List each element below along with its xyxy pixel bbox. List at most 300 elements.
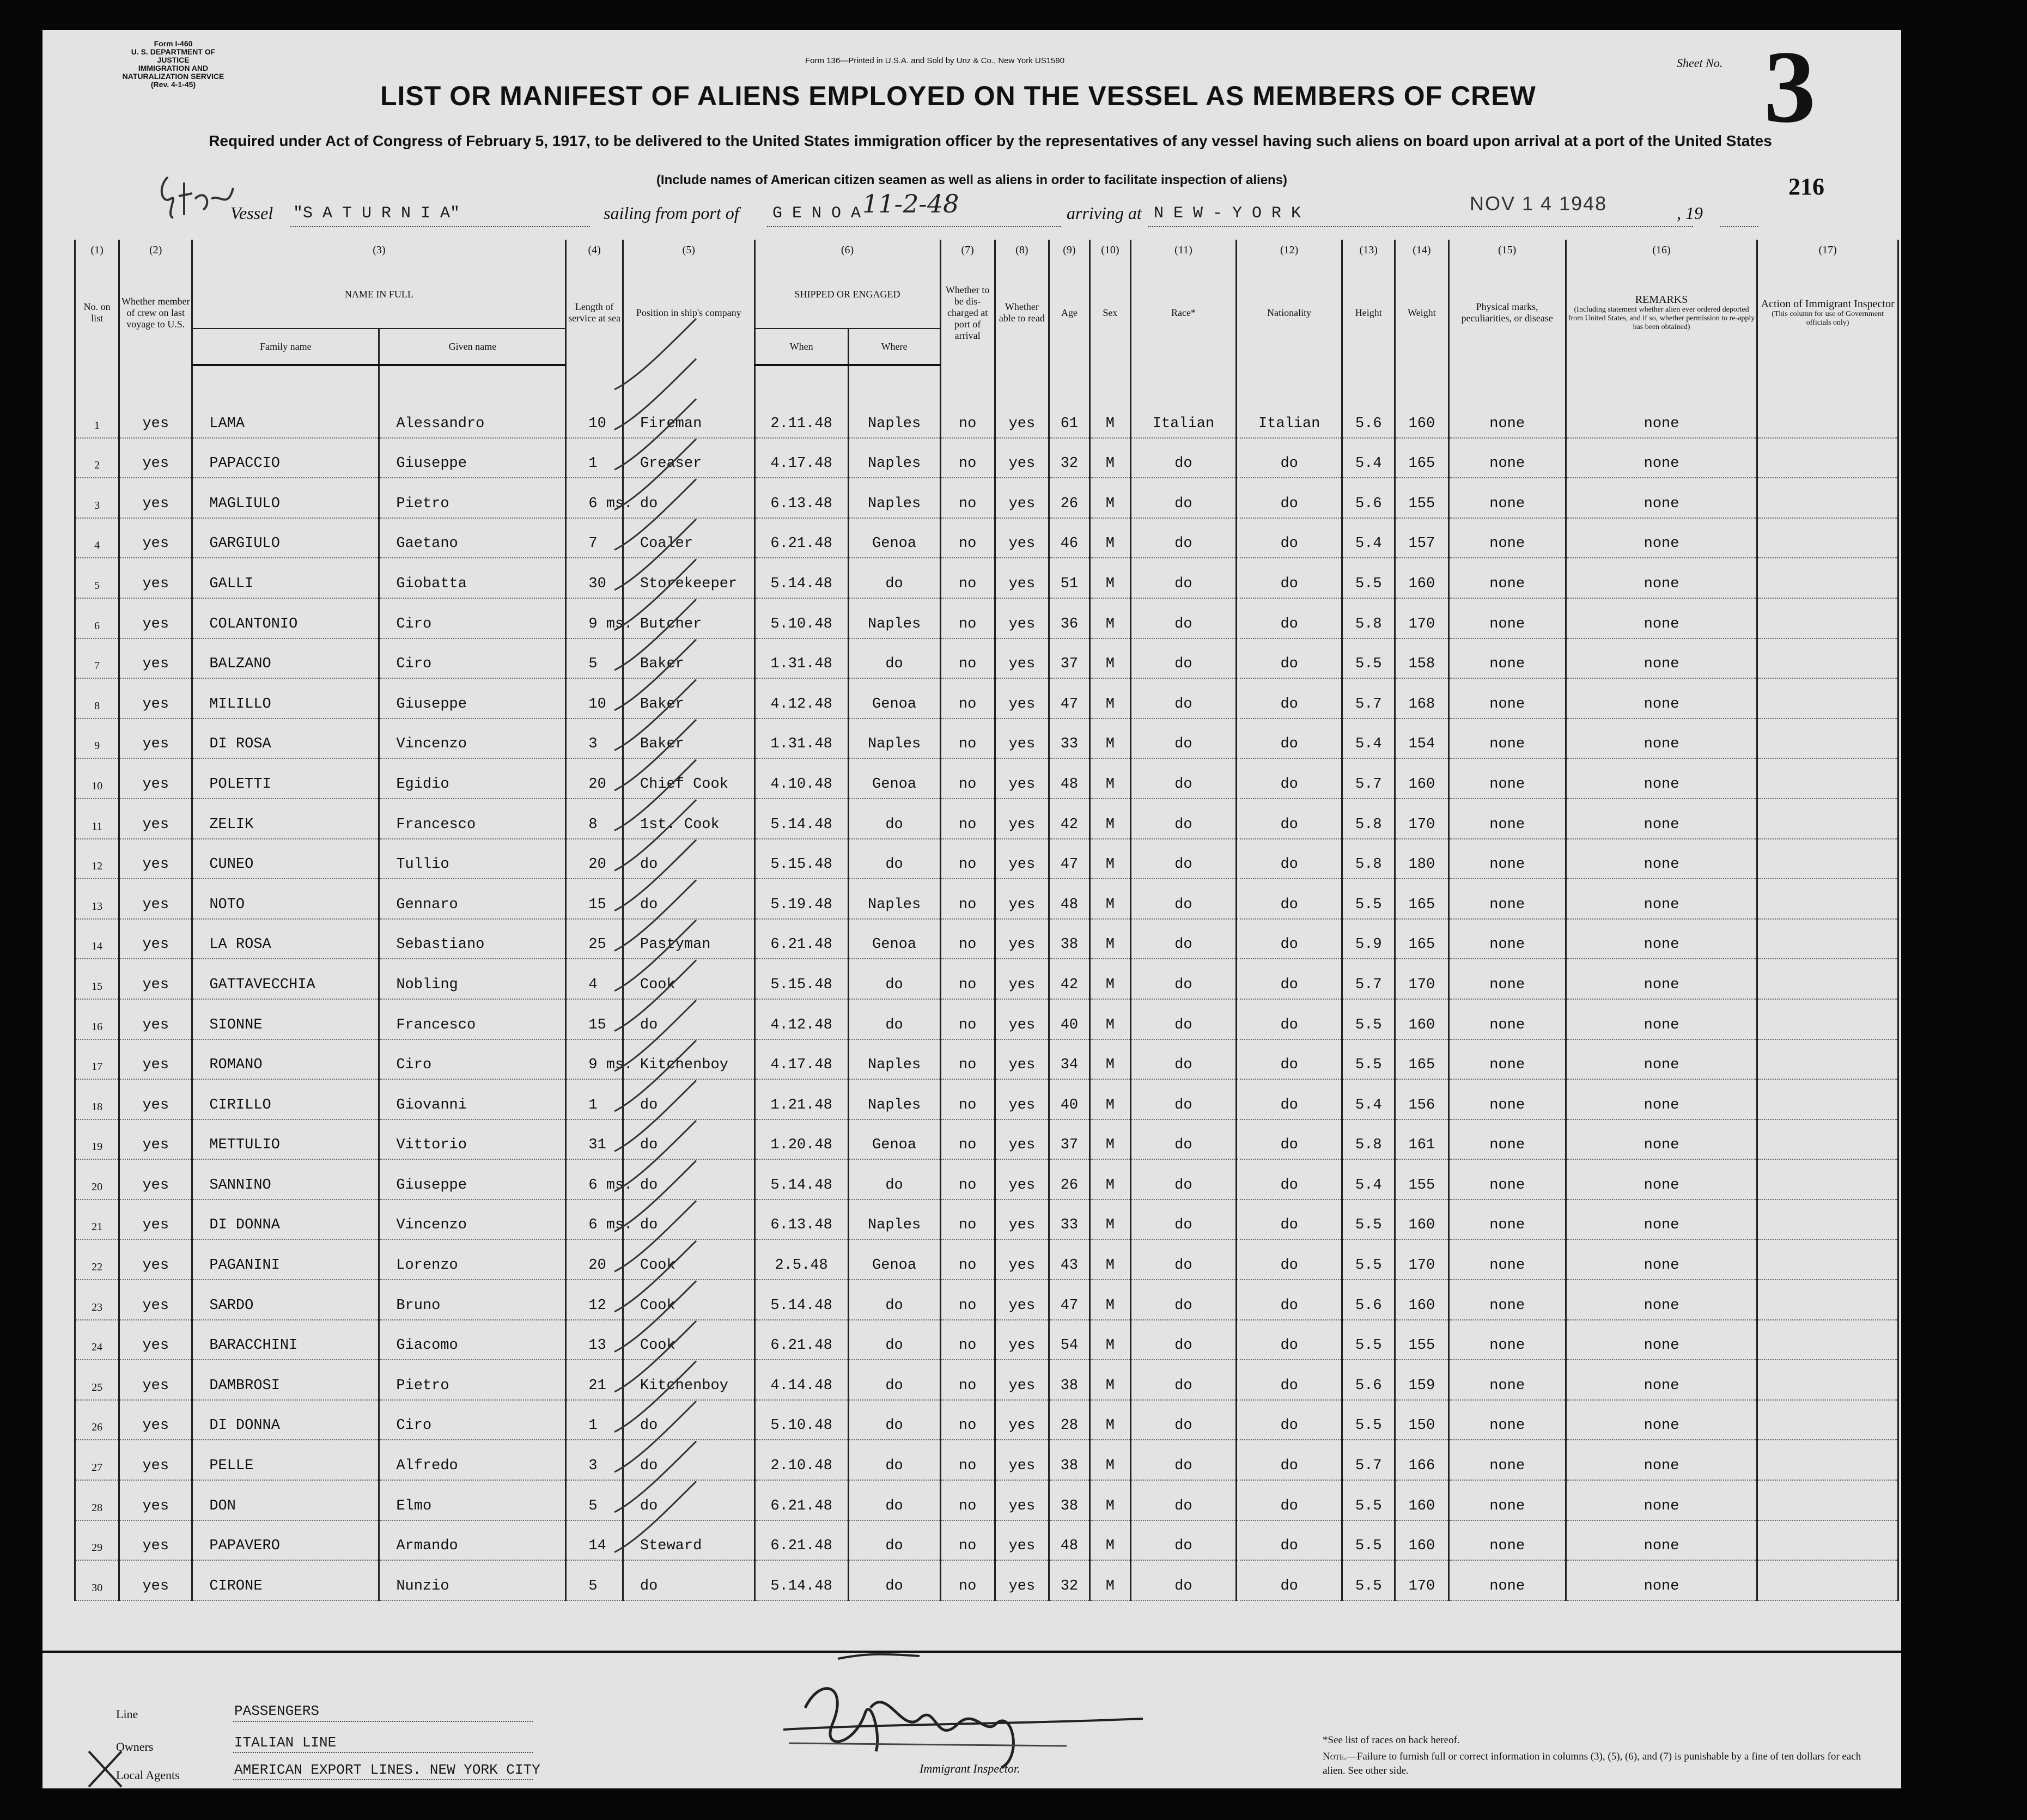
remarks-cell: none — [1566, 799, 1757, 839]
inspector-check-strokes — [604, 335, 723, 1642]
col-num-11: (11) — [1130, 240, 1236, 260]
crew-manifest-table — [74, 240, 1899, 1601]
weight-cell: 170 — [1395, 1560, 1448, 1600]
sex-cell: M — [1089, 1239, 1130, 1280]
action-cell — [1757, 758, 1898, 799]
height-cell: 5.5 — [1342, 1239, 1395, 1280]
row-number: 25 — [75, 1360, 119, 1400]
last-voyage-cell: yes — [119, 678, 192, 719]
when-cell: 6.21.48 — [754, 1320, 848, 1360]
physical-marks-cell: none — [1448, 1079, 1566, 1119]
family-name-cell: DI ROSA — [192, 719, 379, 759]
header-name-in-full: NAME IN FULL — [192, 260, 566, 328]
physical-marks-cell: none — [1448, 1159, 1566, 1200]
position-cell: do — [623, 478, 754, 518]
physical-marks-cell: none — [1448, 1560, 1566, 1600]
given-name-cell: Vincenzo — [379, 1200, 566, 1240]
note-text: —Failure to furnish full or correct information in columns (3), (5), (6), and (7) is punishable by a fine of ten dollars for each alien. See other side. — [1323, 1751, 1861, 1776]
length-service-cell: 5 — [566, 1560, 623, 1600]
table-row — [75, 758, 1898, 799]
age-cell: 36 — [1049, 598, 1089, 638]
height-cell: 5.8 — [1342, 799, 1395, 839]
header-where: Where — [848, 328, 940, 365]
able-read-cell: yes — [995, 598, 1049, 638]
when-cell: 4.14.48 — [754, 1360, 848, 1400]
table-row — [75, 1320, 1898, 1360]
owners-underline — [233, 1752, 533, 1753]
length-service-cell: 14 — [566, 1520, 623, 1561]
nationality-cell: do — [1237, 758, 1342, 799]
given-name-cell: Pietro — [379, 1360, 566, 1400]
note-label: Note. — [1323, 1751, 1347, 1762]
position-cell: 1st. Cook — [623, 799, 754, 839]
age-cell: 26 — [1049, 1159, 1089, 1200]
physical-marks-cell: none — [1448, 1239, 1566, 1280]
physical-marks-cell: none — [1448, 799, 1566, 839]
physical-marks-cell: none — [1448, 999, 1566, 1039]
sex-cell: M — [1089, 558, 1130, 598]
check-stroke — [614, 640, 696, 710]
weight-cell: 168 — [1395, 678, 1448, 719]
arriving-port: N E W - Y O R K — [1154, 204, 1301, 223]
nationality-cell: do — [1237, 1159, 1342, 1200]
when-cell: 5.14.48 — [754, 558, 848, 598]
weight-cell: 180 — [1395, 839, 1448, 879]
when-cell: 6.13.48 — [754, 1200, 848, 1240]
position-cell: do — [623, 1200, 754, 1240]
discharged-cell: no — [940, 1400, 995, 1440]
length-service-cell: 5 — [566, 1480, 623, 1520]
length-service-cell: 20 — [566, 839, 623, 879]
row-number: 23 — [75, 1280, 119, 1320]
table-row — [75, 1520, 1898, 1561]
when-cell: 5.19.48 — [754, 879, 848, 919]
given-name-cell: Lorenzo — [379, 1239, 566, 1280]
when-cell: 5.15.48 — [754, 959, 848, 999]
age-cell: 40 — [1049, 999, 1089, 1039]
printer-imprint: Form 136—Printed in U.S.A. and Sold by Unz & Co., New York US1590 — [805, 56, 1065, 65]
height-cell: 5.6 — [1342, 398, 1395, 438]
able-read-cell: yes — [995, 438, 1049, 478]
document-subtitle: Required under Act of Congress of February 5, 1917, to be delivered to the United States immigration officer by the representatives of any vessel having such aliens on board upon arrival at a port of the United States — [209, 132, 1772, 149]
able-read-cell: yes — [995, 799, 1049, 839]
where-cell: do — [848, 1360, 940, 1400]
physical-marks-cell: none — [1448, 879, 1566, 919]
last-voyage-cell: yes — [119, 518, 192, 558]
height-cell: 5.4 — [1342, 518, 1395, 558]
sex-cell: M — [1089, 1360, 1130, 1400]
length-service-cell: 15 — [566, 999, 623, 1039]
last-voyage-cell: yes — [119, 598, 192, 638]
check-stroke — [614, 720, 696, 790]
remarks-cell: none — [1566, 1039, 1757, 1080]
discharged-cell: no — [940, 839, 995, 879]
position-cell: do — [623, 1400, 754, 1440]
able-read-cell: yes — [995, 1400, 1049, 1440]
height-cell: 5.5 — [1342, 999, 1395, 1039]
when-cell: 2.11.48 — [754, 398, 848, 438]
action-cell — [1757, 719, 1898, 759]
discharged-cell: no — [940, 879, 995, 919]
when-cell: 4.10.48 — [754, 758, 848, 799]
remarks-cell: none — [1566, 1239, 1757, 1280]
age-cell: 47 — [1049, 839, 1089, 879]
given-name-cell: Vittorio — [379, 1119, 566, 1160]
weight-cell: 156 — [1395, 1079, 1448, 1119]
when-cell: 5.10.48 — [754, 598, 848, 638]
action-cell — [1757, 959, 1898, 999]
sex-cell: M — [1089, 799, 1130, 839]
position-cell: do — [623, 839, 754, 879]
physical-marks-cell: none — [1448, 1520, 1566, 1561]
able-read-cell: yes — [995, 1039, 1049, 1080]
able-read-cell: yes — [995, 1280, 1049, 1320]
able-read-cell: yes — [995, 638, 1049, 679]
header-discharged: Whether to be dis-charged at port of arrival — [940, 260, 995, 365]
action-detail: (This column for use of Government officials only) — [1772, 309, 1884, 327]
last-voyage-cell: yes — [119, 1480, 192, 1520]
table-row — [75, 558, 1898, 598]
family-name-cell: PAPAVERO — [192, 1520, 379, 1561]
header-family-name: Family name — [192, 328, 379, 365]
able-read-cell: yes — [995, 1560, 1049, 1600]
length-service-cell: 21 — [566, 1360, 623, 1400]
col-num-16: (16) — [1566, 240, 1757, 260]
table-row — [75, 1200, 1898, 1240]
last-voyage-cell: yes — [119, 799, 192, 839]
where-cell: Naples — [848, 398, 940, 438]
physical-marks-cell: none — [1448, 438, 1566, 478]
check-stroke — [614, 1481, 696, 1552]
race-cell: do — [1130, 1159, 1236, 1200]
nationality-cell: do — [1237, 1239, 1342, 1280]
discharged-cell: no — [940, 758, 995, 799]
discharged-cell: no — [940, 1360, 995, 1400]
last-voyage-cell: yes — [119, 398, 192, 438]
given-name-cell: Ciro — [379, 1400, 566, 1440]
race-cell: do — [1130, 999, 1236, 1039]
header-height: Height — [1342, 260, 1395, 365]
age-cell: 28 — [1049, 1400, 1089, 1440]
check-stroke — [614, 359, 696, 430]
last-voyage-cell: yes — [119, 1159, 192, 1200]
nationality-cell: do — [1237, 558, 1342, 598]
remarks-cell: none — [1566, 598, 1757, 638]
weight-cell: 158 — [1395, 638, 1448, 679]
given-name-cell: Ciro — [379, 598, 566, 638]
length-service-cell: 13 — [566, 1320, 623, 1360]
height-cell: 5.6 — [1342, 1360, 1395, 1400]
discharged-cell: no — [940, 678, 995, 719]
row-number: 22 — [75, 1239, 119, 1280]
nationality-cell: do — [1237, 919, 1342, 959]
length-service-cell: 7 — [566, 518, 623, 558]
given-name-cell: Francesco — [379, 999, 566, 1039]
when-cell: 1.21.48 — [754, 1079, 848, 1119]
where-cell: do — [848, 999, 940, 1039]
sex-cell: M — [1089, 518, 1130, 558]
height-cell: 5.5 — [1342, 638, 1395, 679]
where-cell: do — [848, 1440, 940, 1480]
length-service-cell: 10 — [566, 398, 623, 438]
family-name-cell: METTULIO — [192, 1119, 379, 1160]
able-read-cell: yes — [995, 879, 1049, 919]
position-cell: do — [623, 1079, 754, 1119]
race-cell: Italian — [1130, 398, 1236, 438]
physical-marks-cell: none — [1448, 1119, 1566, 1160]
action-cell — [1757, 1560, 1898, 1600]
family-name-cell: ROMANO — [192, 1039, 379, 1080]
physical-marks-cell: none — [1448, 1400, 1566, 1440]
table-row — [75, 1079, 1898, 1119]
height-cell: 5.5 — [1342, 1480, 1395, 1520]
race-cell: do — [1130, 518, 1236, 558]
age-cell: 37 — [1049, 1119, 1089, 1160]
position-cell: Kitchenboy — [623, 1360, 754, 1400]
weight-cell: 170 — [1395, 799, 1448, 839]
weight-cell: 160 — [1395, 1520, 1448, 1561]
race-cell: do — [1130, 1440, 1236, 1480]
sailing-port: G E N O A — [772, 204, 861, 223]
nationality-cell: do — [1237, 1119, 1342, 1160]
length-service-cell: 20 — [566, 758, 623, 799]
table-row — [75, 919, 1898, 959]
action-cell — [1757, 598, 1898, 638]
length-service-cell: 3 — [566, 719, 623, 759]
when-cell: 1.31.48 — [754, 638, 848, 679]
race-cell: do — [1130, 1119, 1236, 1160]
length-service-cell: 4 — [566, 959, 623, 999]
check-stroke — [614, 479, 696, 550]
sex-cell: M — [1089, 1039, 1130, 1080]
table-row — [75, 1440, 1898, 1480]
able-read-cell: yes — [995, 758, 1049, 799]
remarks-title: REMARKS — [1635, 293, 1688, 306]
row-number: 10 — [75, 758, 119, 799]
sex-cell: M — [1089, 999, 1130, 1039]
action-cell — [1757, 398, 1898, 438]
age-cell: 61 — [1049, 398, 1089, 438]
nationality-cell: do — [1237, 959, 1342, 999]
remarks-cell: none — [1566, 1520, 1757, 1561]
weight-cell: 155 — [1395, 478, 1448, 518]
physical-marks-cell: none — [1448, 1320, 1566, 1360]
race-cell: do — [1130, 478, 1236, 518]
height-cell: 5.8 — [1342, 839, 1395, 879]
length-service-cell: 25 — [566, 919, 623, 959]
when-cell: 4.12.48 — [754, 999, 848, 1039]
height-cell: 5.5 — [1342, 1320, 1395, 1360]
age-cell: 47 — [1049, 678, 1089, 719]
where-cell: Naples — [848, 1039, 940, 1080]
physical-marks-cell: none — [1448, 638, 1566, 679]
action-cell — [1757, 1400, 1898, 1440]
when-cell: 2.10.48 — [754, 1440, 848, 1480]
handwritten-sailing-date: 11-2-48 — [862, 189, 959, 218]
able-read-cell: yes — [995, 1200, 1049, 1240]
row-number: 20 — [75, 1159, 119, 1200]
row-number: 1 — [75, 398, 119, 438]
table-row — [75, 398, 1898, 438]
document-title: LIST OR MANIFEST OF ALIENS EMPLOYED ON THE VESSEL AS MEMBERS OF CREW — [380, 81, 1536, 111]
discharged-cell: no — [940, 919, 995, 959]
age-cell: 47 — [1049, 1280, 1089, 1320]
col-num-2: (2) — [119, 240, 192, 260]
able-read-cell: yes — [995, 558, 1049, 598]
height-cell: 5.7 — [1342, 959, 1395, 999]
position-cell: do — [623, 1480, 754, 1520]
when-cell: 5.14.48 — [754, 1280, 848, 1320]
where-cell: Genoa — [848, 1239, 940, 1280]
position-cell: Baker — [623, 678, 754, 719]
position-cell: Cook — [623, 1239, 754, 1280]
row-number: 14 — [75, 919, 119, 959]
row-number: 28 — [75, 1480, 119, 1520]
row-number: 2 — [75, 438, 119, 478]
table-row — [75, 638, 1898, 679]
remarks-cell: none — [1566, 558, 1757, 598]
nationality-cell: do — [1237, 1400, 1342, 1440]
when-cell: 1.20.48 — [754, 1119, 848, 1160]
height-cell: 5.5 — [1342, 1200, 1395, 1240]
remarks-detail: (Including statement whether alien ever ordered deported from United States, and if so, whether permission to re-apply has been obtained) — [1568, 305, 1755, 331]
position-cell: Baker — [623, 719, 754, 759]
physical-marks-cell: none — [1448, 758, 1566, 799]
corner-x-mark — [83, 1746, 127, 1789]
nationality-cell: do — [1237, 879, 1342, 919]
position-cell: Greaser — [623, 438, 754, 478]
where-cell: do — [848, 1560, 940, 1600]
table-row — [75, 1239, 1898, 1280]
discharged-cell: no — [940, 518, 995, 558]
family-name-cell: COLANTONIO — [192, 598, 379, 638]
when-cell: 6.21.48 — [754, 1520, 848, 1561]
able-read-cell: yes — [995, 518, 1049, 558]
position-cell: Pastyman — [623, 919, 754, 959]
discharged-cell: no — [940, 1560, 995, 1600]
sex-cell: M — [1089, 1440, 1130, 1480]
race-note: *See list of races on back hereof. — [1323, 1734, 1460, 1746]
when-cell: 4.17.48 — [754, 1039, 848, 1080]
sailing-underline — [767, 226, 1061, 227]
physical-marks-cell: none — [1448, 1360, 1566, 1400]
row-number: 5 — [75, 558, 119, 598]
check-stroke — [614, 760, 696, 831]
race-cell: do — [1130, 758, 1236, 799]
last-voyage-cell: yes — [119, 478, 192, 518]
form-identifier: Form I-460 U. S. DEPARTMENT OF JUSTICE IMMIGRATION AND NATURALIZATION SERVICE (Rev. 4-1-45) — [122, 39, 224, 89]
table-row — [75, 1039, 1898, 1080]
discharged-cell: no — [940, 1440, 995, 1480]
age-cell: 33 — [1049, 719, 1089, 759]
where-cell: Genoa — [848, 1119, 940, 1160]
action-cell — [1757, 1440, 1898, 1480]
nationality-cell: Italian — [1237, 398, 1342, 438]
age-cell: 48 — [1049, 758, 1089, 799]
last-voyage-cell: yes — [119, 919, 192, 959]
height-cell: 5.8 — [1342, 1119, 1395, 1160]
length-service-cell: 1 — [566, 1079, 623, 1119]
length-service-cell: 1 — [566, 438, 623, 478]
discharged-cell: no — [940, 1320, 995, 1360]
sex-cell: M — [1089, 758, 1130, 799]
position-cell: Fireman — [623, 398, 754, 438]
last-voyage-cell: yes — [119, 1200, 192, 1240]
discharged-cell: no — [940, 1200, 995, 1240]
action-cell — [1757, 438, 1898, 478]
header-length-service: Length of service at sea — [566, 260, 623, 365]
sex-cell: M — [1089, 1119, 1130, 1160]
when-cell: 1.31.48 — [754, 719, 848, 759]
action-cell — [1757, 1320, 1898, 1360]
able-read-cell: yes — [995, 1520, 1049, 1561]
remarks-cell: none — [1566, 1119, 1757, 1160]
check-stroke — [614, 1201, 696, 1271]
where-cell: Naples — [848, 598, 940, 638]
family-name-cell: POLETTI — [192, 758, 379, 799]
agents-value: AMERICAN EXPORT LINES. NEW YORK CITY — [234, 1762, 540, 1778]
sex-cell: M — [1089, 839, 1130, 879]
race-cell: do — [1130, 1480, 1236, 1520]
family-name-cell: CIRONE — [192, 1560, 379, 1600]
race-cell: do — [1130, 919, 1236, 959]
header-action-inspector — [1757, 260, 1898, 365]
position-cell: Baker — [623, 638, 754, 679]
remarks-cell: none — [1566, 999, 1757, 1039]
col-num-13: (13) — [1342, 240, 1395, 260]
position-cell: Butcher — [623, 598, 754, 638]
sex-cell: M — [1089, 598, 1130, 638]
race-cell: do — [1130, 839, 1236, 879]
weight-cell: 160 — [1395, 1200, 1448, 1240]
nationality-cell: do — [1237, 1200, 1342, 1240]
length-service-cell: 12 — [566, 1280, 623, 1320]
when-cell: 6.13.48 — [754, 478, 848, 518]
given-name-cell: Egidio — [379, 758, 566, 799]
last-voyage-cell: yes — [119, 758, 192, 799]
family-name-cell: DI DONNA — [192, 1200, 379, 1240]
discharged-cell: no — [940, 438, 995, 478]
check-stroke — [614, 1121, 696, 1191]
height-cell: 5.7 — [1342, 678, 1395, 719]
nationality-cell: do — [1237, 1560, 1342, 1600]
able-read-cell: yes — [995, 478, 1049, 518]
age-cell: 48 — [1049, 1520, 1089, 1561]
when-cell: 5.14.48 — [754, 1560, 848, 1600]
length-service-cell: 31 — [566, 1119, 623, 1160]
row-number: 6 — [75, 598, 119, 638]
able-read-cell: yes — [995, 1360, 1049, 1400]
given-name-cell: Tullio — [379, 839, 566, 879]
nationality-cell: do — [1237, 999, 1342, 1039]
given-name-cell: Bruno — [379, 1280, 566, 1320]
header-age: Age — [1049, 260, 1089, 365]
header-member-last-voyage: Whether member of crew on last voyage to U.S. — [119, 260, 192, 365]
action-cell — [1757, 999, 1898, 1039]
where-cell: Naples — [848, 719, 940, 759]
height-cell: 5.5 — [1342, 1520, 1395, 1561]
remarks-cell: none — [1566, 478, 1757, 518]
weight-cell: 155 — [1395, 1320, 1448, 1360]
height-cell: 5.9 — [1342, 919, 1395, 959]
family-name-cell: LA ROSA — [192, 919, 379, 959]
nationality-cell: do — [1237, 638, 1342, 679]
physical-marks-cell: none — [1448, 919, 1566, 959]
discharged-cell: no — [940, 1520, 995, 1561]
row-number: 24 — [75, 1320, 119, 1360]
last-voyage-cell: yes — [119, 719, 192, 759]
discharged-cell: no — [940, 799, 995, 839]
